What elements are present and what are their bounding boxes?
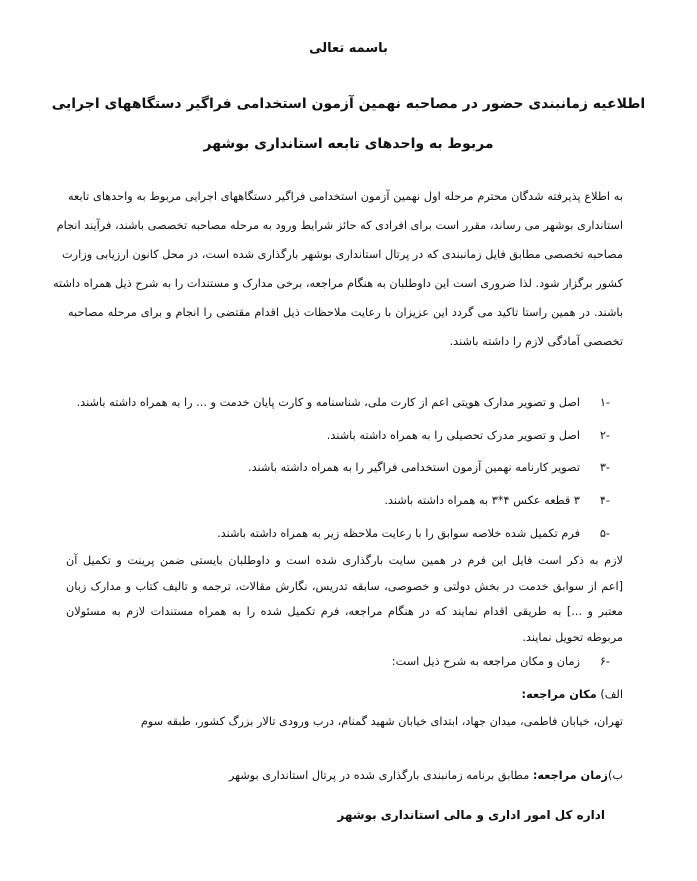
note-line: معتبر و ...] به طریقی اقدام نمایند که در هنگام مراجعه، فرم تکمیل شده را به همراه مستندات لازم به مسئولان [66,605,623,618]
note-line: [اعم از سوابق خدمت در بخش دولتی و خصوصی، سابقه تدریس، نگارش مقالات، ترجمه و تالیف کتاب و مدارک زبان [66,579,623,593]
time-prefix: ب) [607,769,623,782]
list-item-number: -۵ [599,527,610,540]
time-label: زمان مراجعه: [532,769,608,782]
announcement-title-line1: اطلاعیه زمانبندی حضور در مصاحبه نهمین آزمون استخدامی فراگیر دستگاههای اجرایی [51,96,646,112]
list-item-number: -۱ [599,396,610,409]
list-item-text: تصویر کارنامه نهمین آزمون استخدامی فراگیر را به همراه داشته باشند. [248,461,580,474]
list-item-text: اصل و تصویر مدرک تحصیلی را به همراه داشته باشند. [326,429,580,442]
intro-line: مصاحبه تخصصی مطابق فایل زمانبندی که در پرتال استانداری بوشهر بارگذاری شده است، در محل کانون ارزیابی وزارت [62,248,623,261]
place-prefix: الف) [600,688,623,701]
header-basmala: باسمه تعالی [309,41,388,56]
form-note-paragraph [66,548,623,650]
intro-line: کشور برگزار شود. لذا ضروری است این داوطلبان به هنگام مراجعه، برخی مدارک و مستندات را به شرح ذیل همراه داشته [52,277,623,290]
list-item-text: فرم تکمیل شده خلاصه سوابق را با رعایت ملاحظه زیر به همراه داشته باشند. [217,527,580,540]
list-item-number: -۲ [599,429,610,442]
note-line: لازم به ذکر است فایل این فرم در همین سایت بارگذاری شده است و داوطلبان بایستی ضمن پرینت و تکمیل آن [66,554,623,567]
list-item [70,429,610,442]
list-item [70,461,610,474]
intro-line: باشند. در همین راستا تاکید می گردد این عزیزان با رعایت ملاحظات ذیل اقدام مقتضی را انجام و برای مرحله مصاحبه [68,306,623,319]
intro-line: استانداری بوشهر می رساند، مقرر است برای افرادی که حائز شرایط ورود به مرحله مصاحبه تخصصی باشند، فرآیند انجام [56,219,623,232]
time-row [229,769,623,782]
place-label: مکان مراجعه: [521,688,597,701]
place-address: تهران، خیابان فاطمی، میدان جهاد، ابتدای خیابان شهید گمنام، درب ورودی تالار بزرگ کشور، طبقه سوم [140,715,623,728]
signature-office: اداره کل امور اداری و مالی استانداری بوشهر [337,808,605,822]
list-item [70,655,610,668]
list-item-text: ۳ قطعه عکس ۴*۳ به همراه داشته باشند. [384,494,580,507]
note-line: مربوطه تحویل نمایند. [522,630,623,644]
list-item-number: -۴ [599,494,610,507]
intro-line: تخصصی آمادگی لازم را داشته باشند. [449,335,623,348]
list-item-number: -۳ [599,461,610,474]
announcement-title-line2: مربوط به واحدهای تابعه استانداری بوشهر [203,136,494,152]
list-item [70,494,610,507]
list-item-text: زمان و مکان مراجعه به شرح ذیل است: [391,655,580,668]
time-value: مطابق برنامه زمانبندی بارگذاری شده در پرتال استانداری بوشهر [228,769,530,782]
list-item [70,527,610,540]
intro-line: به اطلاع پذیرفته شدگان محترم مرحله اول نهمین آزمون استخدامی فراگیر دستگاههای اجرایی مربوط به واحدهای تابعه [68,190,623,203]
list-item-text: اصل و تصویر مدارک هویتی اعم از کارت ملی، شناسنامه و کارت پایان خدمت و ... را به همراه داشته باشند. [76,396,580,409]
intro-paragraph [52,182,623,356]
list-item [70,396,610,409]
place-heading [522,688,623,701]
list-item-number: -۶ [599,655,610,668]
